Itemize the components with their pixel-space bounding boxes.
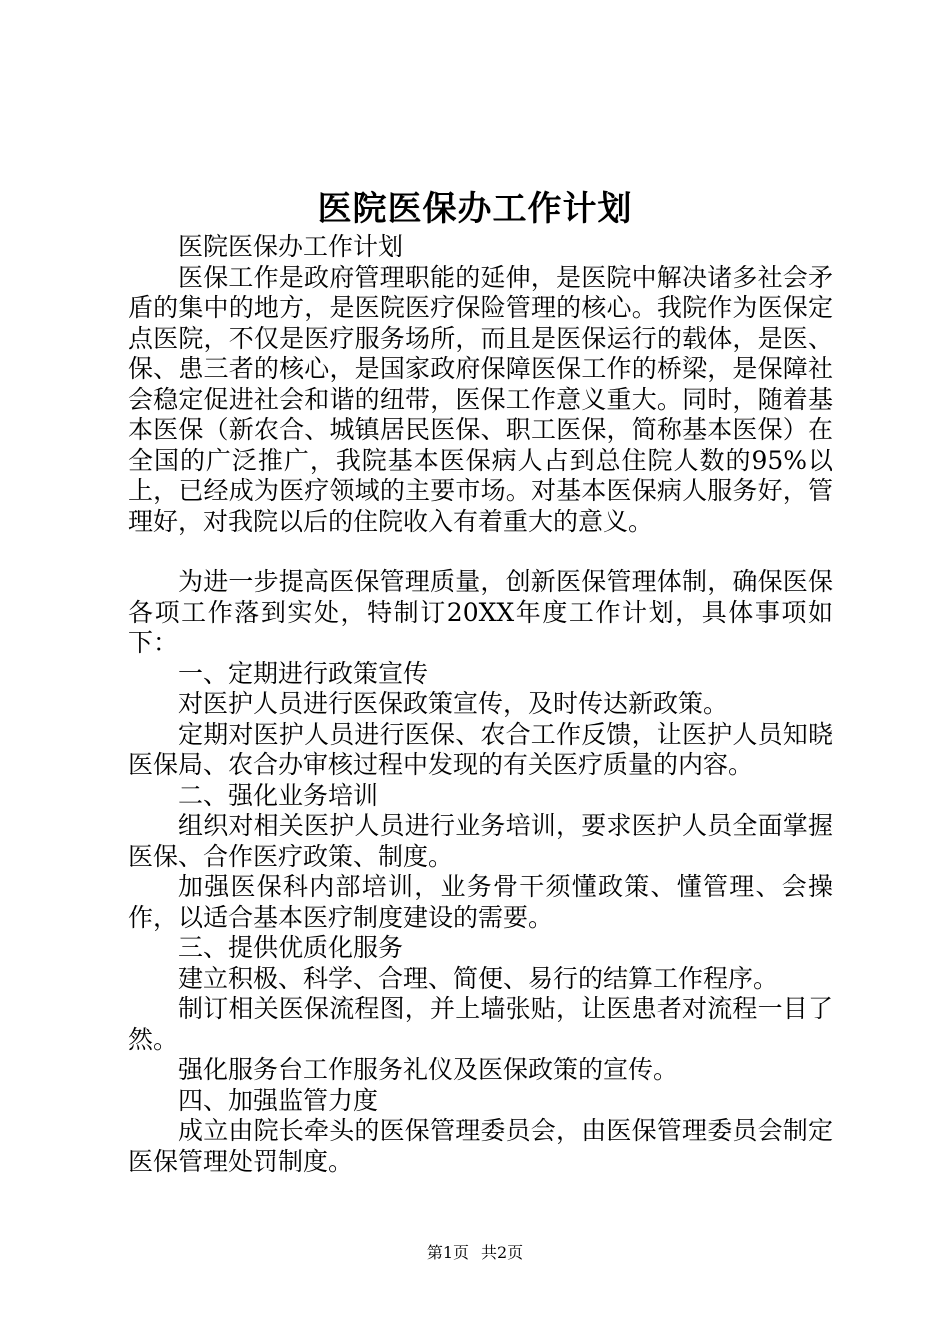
- purpose-paragraph: 为进一步提高医保管理质量，创新医保管理体制，确保医保各项工作落到实处，特制订20XX年度工作计划，具体事项如下：: [128, 567, 833, 657]
- body-paragraph: 强化服务台工作服务礼仪及医保政策的宣传。: [178, 1055, 679, 1084]
- body-paragraph: 对医护人员进行医保政策宣传，及时传达新政策。: [178, 689, 729, 718]
- body-paragraph: 成立由院长牵头的医保管理委员会，由医保管理委员会制定医保管理处罚制度。: [128, 1116, 833, 1176]
- page-number: 第1页: [426, 1243, 469, 1262]
- section-heading: 三、提供优质化服务: [178, 933, 404, 962]
- page-total: 共2页: [481, 1243, 524, 1262]
- section-heading: 一、定期进行政策宣传: [178, 658, 429, 688]
- page-footer: [0, 1241, 950, 1265]
- section-heading: 四、加强监管力度: [178, 1085, 379, 1115]
- body-paragraph: 制订相关医保流程图，并上墙张贴，让医患者对流程一目了然。: [128, 994, 833, 1054]
- body-paragraph: 加强医保科内部培训，业务骨干须懂政策、懂管理、会操作，以适合基本医疗制度建设的需要。: [128, 872, 833, 932]
- body-paragraph: 建立积极、科学、合理、简便、易行的结算工作程序。: [178, 963, 779, 993]
- section-heading: 二、强化业务培训: [178, 780, 379, 810]
- intro-paragraph: 医保工作是政府管理职能的延伸，是医院中解决诸多社会矛盾的集中的地方，是医院医疗保险管理的核心。我院作为医保定点医院，不仅是医疗服务场所，而且是医保运行的载体，是医、保、患三者的核心，是国家政府保障医保工作的桥梁，是保障社会稳定促进社会和谐的纽带，医保工作意义重大。同时，随着基本医保（新农合、城镇居民医保、职工医保，简称基本医保）在全国的广泛推广，我院基本医保病人占到总住院人数的95%以上，已经成为医疗领域的主要市场。对基本医保病人服务好，管理好，对我院以后的住院收入有着重大的意义。: [128, 262, 833, 536]
- document-title: 医院医保办工作计划: [317, 189, 633, 229]
- body-paragraph: 组织对相关医护人员进行业务培训，要求医护人员全面掌握医保、合作医疗政策、制度。: [128, 811, 833, 871]
- document-body: [128, 232, 833, 1177]
- body-paragraph: 定期对医护人员进行医保、农合工作反馈，让医护人员知晓医保局、农合办审核过程中发现的有关医疗质量的内容。: [128, 719, 833, 779]
- subtitle-paragraph: 医院医保办工作计划: [178, 232, 404, 261]
